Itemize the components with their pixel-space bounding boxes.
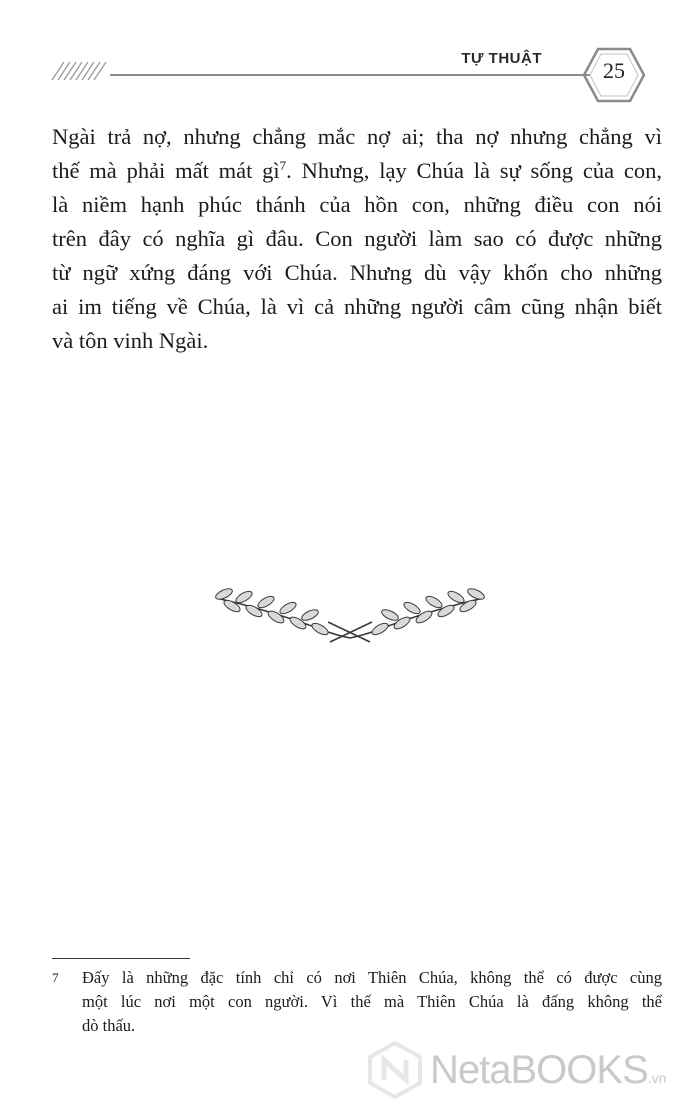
footnote-rule [52,958,190,959]
header-stripes-decoration [50,60,120,82]
laurel-wreath-icon [210,580,490,650]
body-line: Ngài trả nợ, nhưng chẳng mắc nợ ai; tha nợ nhưng chẳng vì [52,124,662,149]
body-line: ai im tiếng về Chúa, là vì cả những người câm cũng nhận biết [52,294,662,319]
footnote-mark: 7 [52,970,59,985]
watermark-brand [430,1048,666,1093]
footnote-text [82,966,662,1038]
header-rule [110,74,590,76]
body-line-part: . Nhưng, lạy Chúa là sự sống của con, [286,158,662,183]
netabooks-logo-icon [365,1040,425,1100]
body-line: từ ngữ xứng đáng với Chúa. Nhưng dù vậy khốn cho những [52,260,662,285]
body-line: và tôn vinh Ngài. [52,328,209,353]
running-header-title: TỰ THUẬT [461,50,542,67]
footnote-line: dò thấu. [82,1016,136,1035]
watermark-brand-name: NetaBOOKS [430,1048,648,1092]
body-paragraph [52,120,662,358]
body-line-part: thế mà phải mất mát gì [52,158,280,183]
page-number: 25 [603,58,625,83]
body-line-with-footnote [52,154,662,188]
footnote-reference[interactable]: 7 [279,158,287,173]
watermark-suffix: .vn [647,1070,667,1086]
body-line: là niềm hạnh phúc thánh của hồn con, những điều con nói [52,192,662,217]
footnote-line: một lúc nơi một con người. Vì thế mà Thiên Chúa là đấng không thể [82,992,662,1011]
footnote-line: Đấy là những đặc tính chỉ có nơi Thiên Chúa, không thể có được cùng [82,968,662,987]
footnote [52,966,662,1038]
body-line: trên đây có nghĩa gì đâu. Con người làm sao có được những [52,226,662,251]
